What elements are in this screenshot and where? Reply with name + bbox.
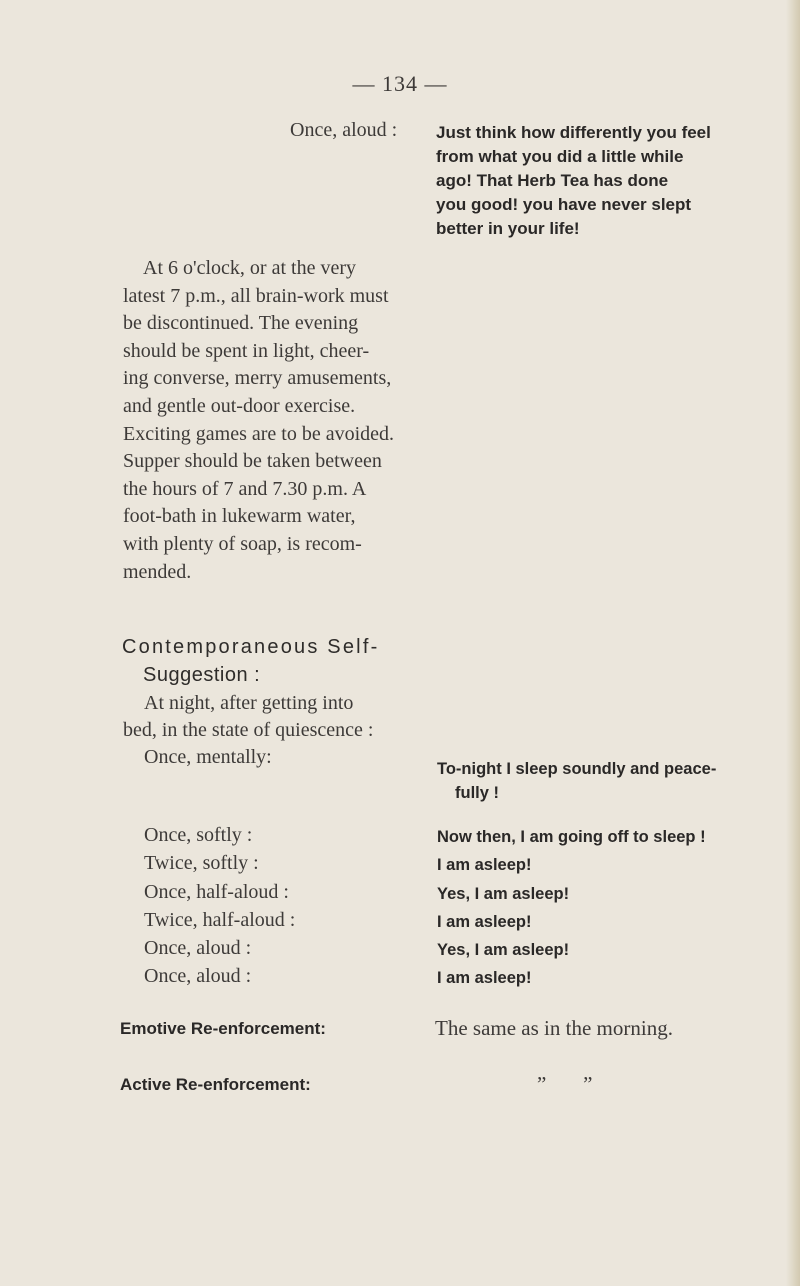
paragraph-line: ing converse, merry amusements, xyxy=(123,367,392,390)
paragraph-line: be discontinued. The evening xyxy=(123,312,359,335)
paragraph-line: should be spent in light, cheer- xyxy=(123,339,370,362)
schedule-response: Yes, I am asleep! xyxy=(437,885,570,903)
paragraph-line: foot-bath in lukewarm water, xyxy=(123,505,356,528)
top-affirmation xyxy=(436,121,781,241)
affirmation-line: ago! That Herb Tea has done xyxy=(436,171,669,190)
schedule-response: I am asleep! xyxy=(437,856,532,874)
schedule-cue: Once, aloud : xyxy=(144,965,252,987)
page-number: — 134 — xyxy=(352,71,448,96)
schedule-response: Now then, I am going off to sleep ! xyxy=(437,828,706,846)
schedule-cue: Once, aloud : xyxy=(144,937,252,959)
section-heading-line1: Contemporaneous Self- xyxy=(122,636,380,658)
schedule-response: Yes, I am asleep! xyxy=(437,941,570,959)
evening-paragraph xyxy=(123,255,420,586)
paragraph-line: with plenty of soap, is recom- xyxy=(123,532,362,555)
paragraph-line: latest 7 p.m., all brain-work must xyxy=(123,284,389,307)
response-line: fully ! xyxy=(455,784,499,802)
affirmation-line: from what you did a little while xyxy=(436,147,684,166)
intro-line: bed, in the state of quiescence : xyxy=(123,719,374,741)
schedule-response: I am asleep! xyxy=(437,913,532,931)
paragraph-line: Supper should be taken between xyxy=(123,450,382,473)
paragraph-line: mended. xyxy=(123,560,192,583)
section-heading-line2: Suggestion : xyxy=(143,664,261,686)
paragraph-line: At 6 o'clock, or at the very xyxy=(143,257,356,279)
paragraph-line: the hours of 7 and 7.30 p.m. A xyxy=(123,477,367,500)
page-edge-shadow xyxy=(786,0,800,1286)
section-intro xyxy=(123,690,433,744)
active-label: Active Re-enforcement: xyxy=(120,1075,311,1094)
schedule-response xyxy=(437,757,777,805)
affirmation-line: Just think how differently you feel xyxy=(436,123,711,142)
response-line: To-night I sleep soundly and peace- xyxy=(437,760,717,778)
paragraph-line: Exciting games are to be avoided. xyxy=(123,422,395,445)
emotive-value: The same as in the morning. xyxy=(435,1016,673,1040)
schedule-cue: Once, mentally: xyxy=(144,746,272,768)
intro-line: At night, after getting into xyxy=(144,692,354,714)
active-value: ” ” xyxy=(537,1072,593,1096)
schedule-cue: Twice, softly : xyxy=(144,852,259,874)
affirmation-line: you good! you have never slept xyxy=(436,195,692,214)
section-heading xyxy=(122,633,432,689)
schedule-cue: Once, softly : xyxy=(144,824,253,846)
emotive-label: Emotive Re-enforcement: xyxy=(120,1019,326,1038)
schedule-response: I am asleep! xyxy=(437,969,532,987)
affirmation-line: better in your life! xyxy=(436,219,580,238)
paragraph-line: and gentle out-door exercise. xyxy=(123,394,356,417)
schedule-cue: Once, half-aloud : xyxy=(144,881,289,903)
schedule-cue: Twice, half-aloud : xyxy=(144,909,296,931)
top-cue: Once, aloud : xyxy=(290,119,398,141)
